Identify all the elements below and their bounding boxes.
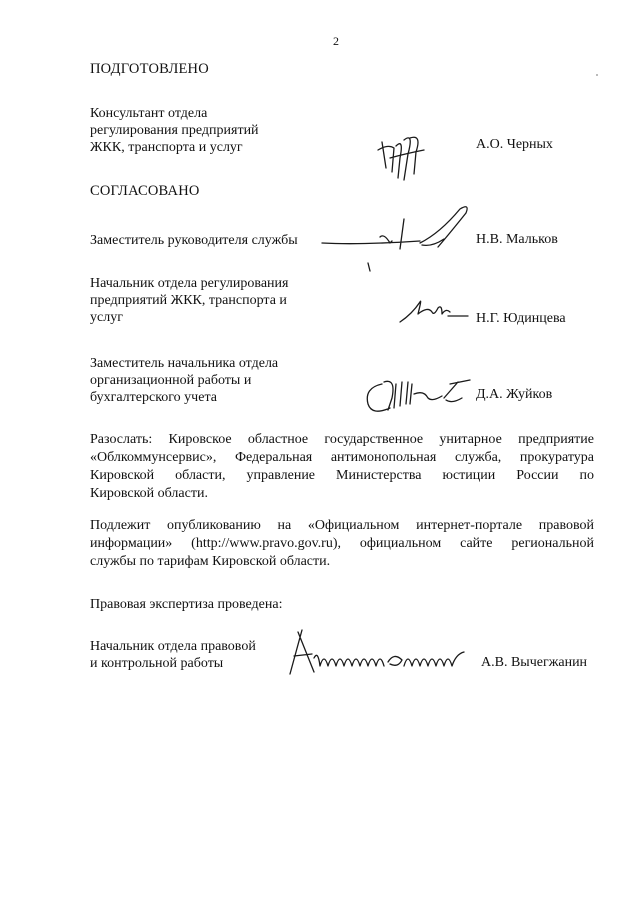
position-line: Начальник отдела правовой [90, 639, 256, 654]
page-number: 2 [333, 34, 339, 48]
signer-2-name: Н.Г. Юдинцева [476, 311, 566, 326]
signer-3-name: Д.А. Жуйков [476, 387, 553, 402]
prepared-heading: ПОДГОТОВЛЕНО [90, 61, 209, 77]
signature-vychegzhanin [284, 622, 474, 678]
signature-yudintseva [398, 294, 470, 328]
legal-review-text: Правовая экспертиза проведена: [90, 597, 283, 612]
position-line: бухгалтерского учета [90, 390, 217, 405]
publication-line: службы по тарифам Кировской области. [90, 554, 331, 569]
publication-line: информации» (http://www.pravo.gov.ru), официальном сайте региональной [90, 536, 594, 551]
legal-review-position [90, 638, 256, 672]
prepared-position [90, 105, 259, 156]
publication-line: Подлежит опубликованию на «Официальном интернет-портале правовой [90, 518, 594, 533]
publication-paragraph [90, 517, 594, 571]
legal-review-name: А.В. Вычегжанин [481, 655, 588, 670]
distribution-line: Кировской области. [90, 486, 208, 501]
position-line: услуг [90, 310, 123, 325]
signer-2-position [90, 275, 288, 326]
position-line: Начальник отдела регулирования [90, 276, 289, 291]
signature-malkov [320, 203, 480, 275]
position-line: и контрольной работы [90, 656, 224, 671]
agreed-heading: СОГЛАСОВАНО [90, 183, 200, 199]
signer-1-position [90, 232, 298, 249]
distribution-line: «Облкоммунсервис», Федеральная антимонопольная служба, прокуратура [90, 450, 594, 465]
signer-3-position [90, 355, 278, 406]
scan-speck [596, 74, 598, 76]
signer-1-name: Н.В. Мальков [476, 232, 558, 247]
position-line: регулирования предприятий [90, 123, 259, 138]
distribution-paragraph [90, 431, 594, 503]
position-line: Заместитель начальника отдела [90, 356, 279, 371]
signature-zhuikov [362, 374, 474, 420]
position-line: Заместитель руководителя службы [90, 233, 298, 248]
position-line: ЖКК, транспорта и услуг [90, 140, 243, 155]
signature-chernykh [374, 128, 444, 184]
position-line: предприятий ЖКК, транспорта и [90, 293, 287, 308]
position-line: Консультант отдела [90, 106, 208, 121]
position-line: организационной работы и [90, 373, 252, 388]
distribution-line: Разослать: Кировское областное государственное унитарное предприятие [90, 432, 594, 447]
prepared-signer-name: А.О. Черных [476, 137, 553, 152]
distribution-line: Кировской области, управление Министерства юстиции России по [90, 468, 594, 483]
